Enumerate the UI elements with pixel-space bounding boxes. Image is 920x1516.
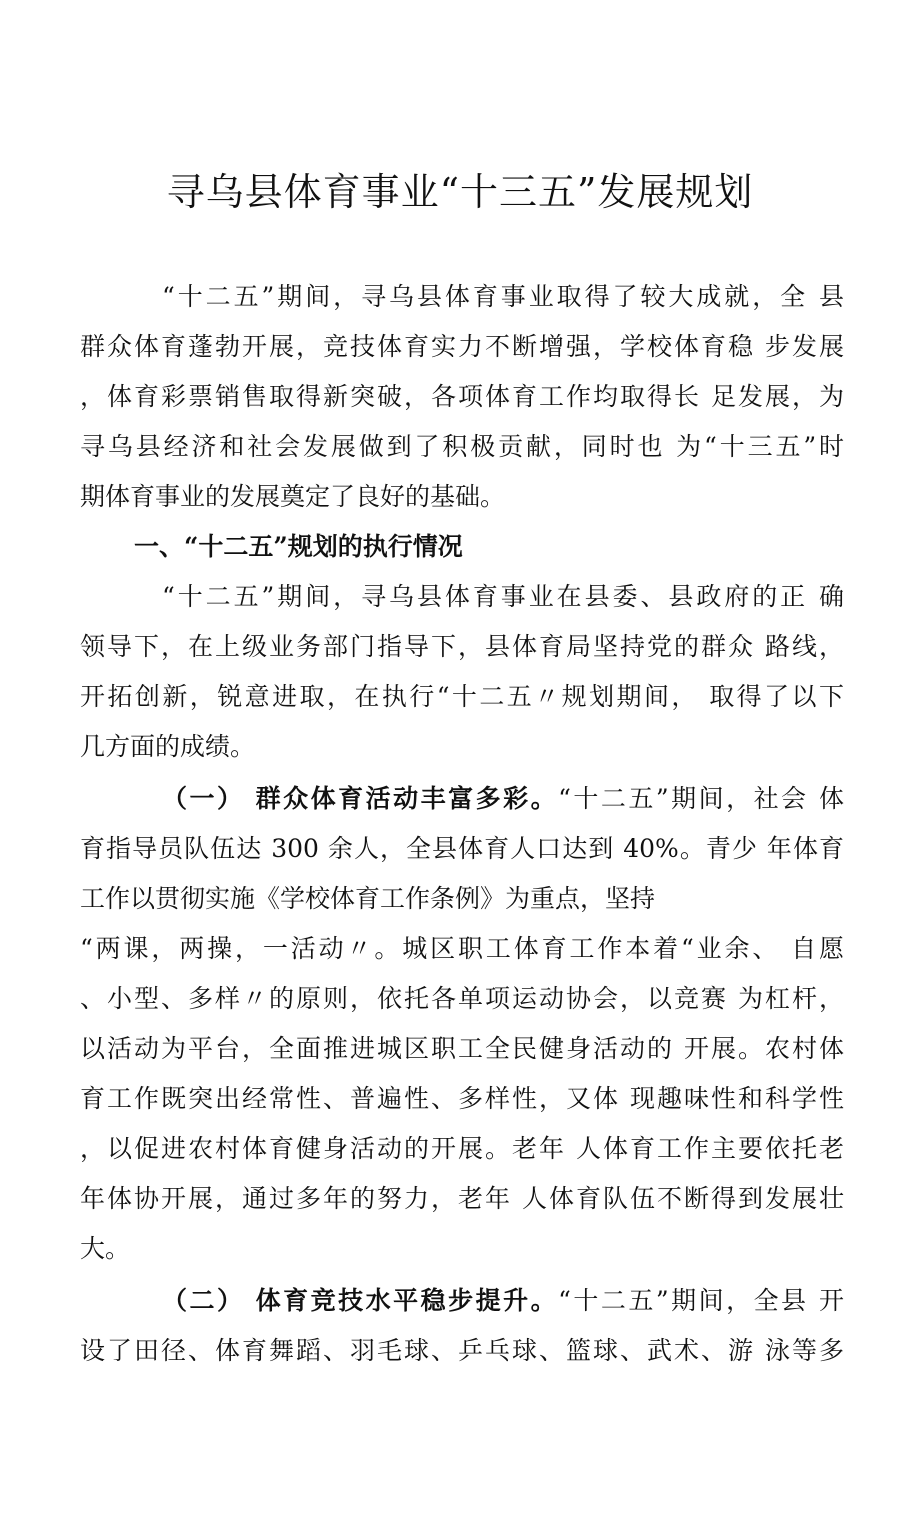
subsection2-paragraph [80,1276,844,1376]
text-line: ，体育彩票销售取得新突破，各项体育工作均取得长 足发展，为 [80,382,844,411]
text-line [80,1276,844,1326]
text-line: “十二五”期间，寻乌县体育事业取得了较大成就，全 县 [162,282,844,311]
text-line: 寻乌县经济和社会发展做到了积极贡献，同时也 为“十三五”时 [80,432,844,461]
text-line: “十二五”期间，寻乌县体育事业在县委、县政府的正 确 [162,582,844,611]
text-line: “两课，两操，一活动〃。城区职工体育工作本着“业余、 自愿 [80,934,844,963]
document-body [80,272,844,1376]
section-heading: 一、“十二五”规划的执行情况 [134,532,463,561]
text-line: 、小型、多样〃的原则，依托各单项运动协会，以竞赛 为杠杆， [80,984,844,1013]
document-title: 寻乌县体育事业“十三五”发展规划 [166,170,754,214]
text-line: 育工作既突出经常性、普遍性、多样性，又体 现趣味性和科学性 [80,1084,844,1113]
text-line: 育指导员队伍达 300 余人，全县体育人口达到 40%。青少 年体育 [80,834,844,863]
text-line: 工作以贯彻实施《学校体育工作条例》为重点，坚持 [80,884,656,913]
text-line: 大。 [80,1234,131,1263]
text-line: 领导下，在上级业务部门指导下，县体育局坚持党的群众 路线， [80,632,844,661]
text-line: 几方面的成绩。 [80,732,256,761]
text-line: ，以促进农村体育健身活动的开展。老年 人体育工作主要依托老 [80,1134,844,1163]
text-line: 年体协开展，通过多年的努力，老年 人体育队伍不断得到发展壮 [80,1184,844,1213]
intro-paragraph [80,272,844,522]
text-line: 期体育事业的发展奠定了良好的基础。 [80,482,506,511]
subsection1-paragraph [80,774,844,1274]
subsection-heading: （一） 群众体育活动丰富多彩。 [162,784,559,813]
text-line: 开拓创新，锐意进取，在执行“十二五〃规划期间， 取得了以下 [80,682,844,711]
text-line: 群众体育蓬勃开展，竞技体育实力不断增强，学校体育稳 步发展 [80,332,844,361]
subsection-lead-text: “十二五”期间，全县 开 [558,1286,844,1315]
subsection-lead-text: “十二五”期间，社会 体 [558,784,844,813]
text-line: 以活动为平台，全面推进城区职工全民健身活动的 开展。农村体 [80,1034,844,1063]
text-line: 设了田径、体育舞蹈、羽毛球、乒乓球、篮球、武术、游 泳等多 [80,1336,844,1365]
subsection-heading: （二） 体育竞技水平稳步提升。 [162,1286,559,1315]
text-line [80,774,844,824]
section1-paragraph [80,572,844,772]
